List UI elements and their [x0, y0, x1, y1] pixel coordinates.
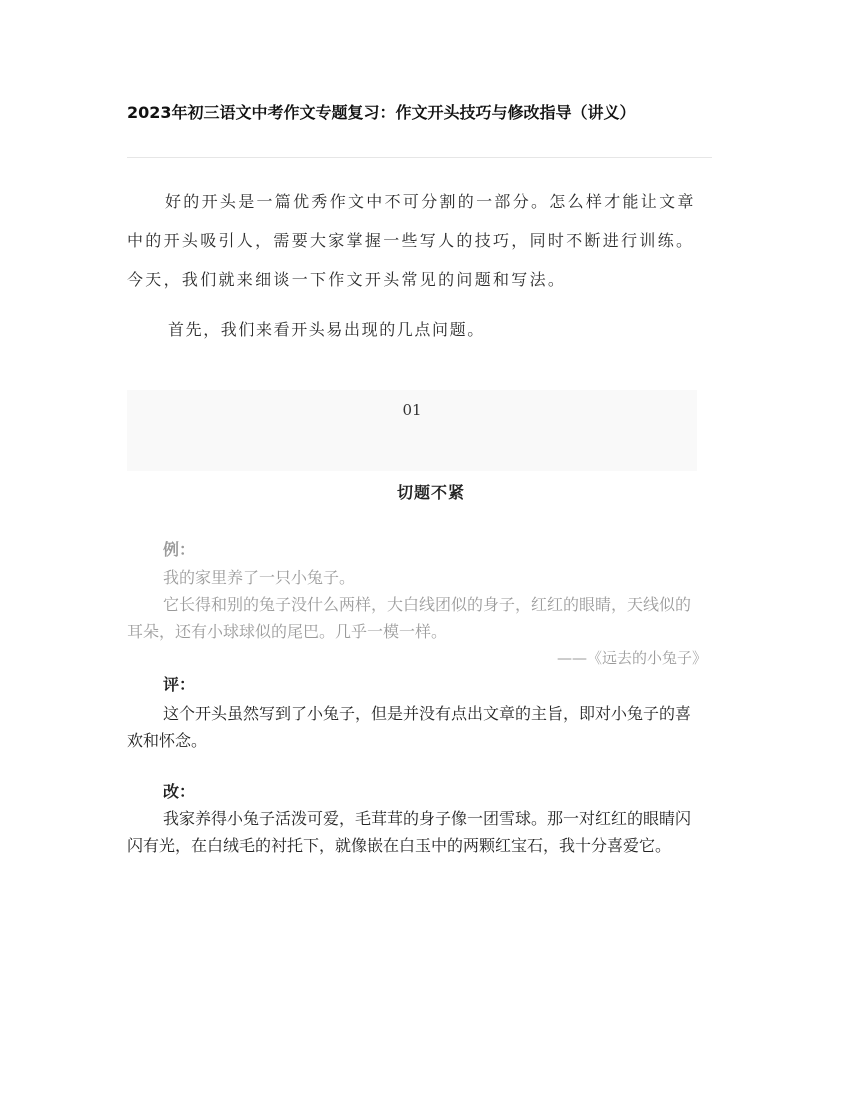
comment-text: 这个开头虽然写到了小兔子，但是并没有点出文章的主旨，即对小兔子的喜欢和怀念。	[127, 704, 692, 750]
revise-text: 我家养得小兔子活泼可爱，毛茸茸的身子像一团雪球。那一对红红的眼睛闪闪有光，在白绒毛的衬托下，就像嵌在白玉中的两颗红宝石，我十分喜爱它。	[127, 809, 692, 855]
section-number: 01	[402, 401, 422, 419]
problems-intro-line: 首先，我们来看开头易出现的几点问题。	[168, 320, 485, 339]
section-heading: 切题不紧	[396, 483, 465, 502]
example-line-2: 它长得和别的兔子没什么两样，大白线团似的身子，红红的眼睛，天线似的耳朵，还有小球球似的尾巴。几乎一模一样。	[127, 595, 692, 641]
revise-label: 改：	[163, 782, 196, 801]
comment-label: 评：	[163, 675, 196, 694]
document-title: 2023年初三语文中考作文专题复习：作文开头技巧与修改指导（讲义）	[127, 103, 636, 122]
section-number-block	[127, 390, 697, 471]
intro-paragraph: 好的开头是一篇优秀作文中不可分割的一部分。怎么样才能让文章中的开头吸引人，需要大家掌握一些写人的技巧，同时不断进行训练。今天，我们就来细谈一下作文开头常见的问题和写法。	[127, 192, 696, 289]
example-label: 例：	[163, 540, 196, 559]
example-source: ——《远去的小兔子》	[556, 649, 707, 667]
example-line-1: 我的家里养了一只小兔子。	[163, 568, 356, 587]
title-divider	[127, 157, 712, 158]
